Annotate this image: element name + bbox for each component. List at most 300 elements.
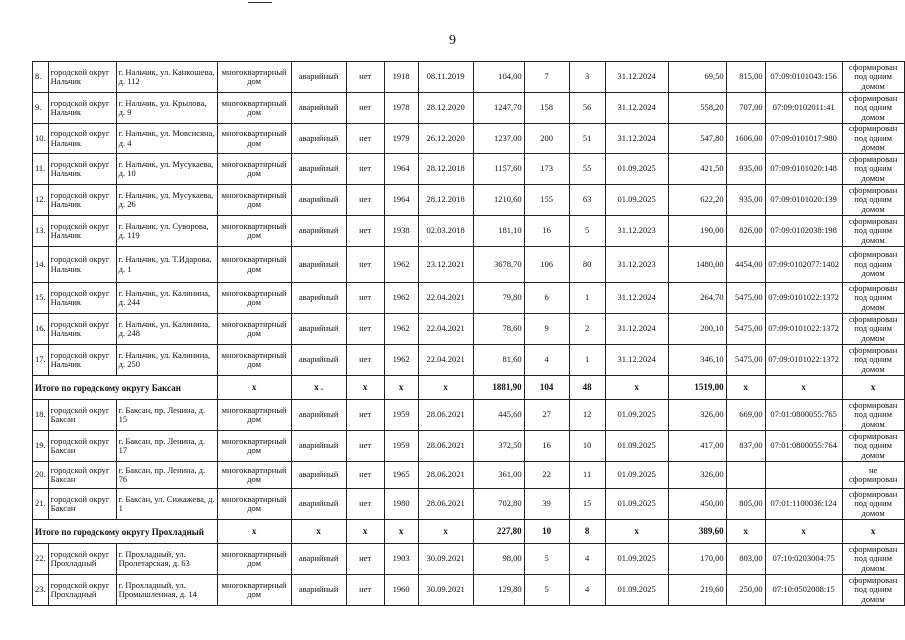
- cell-row-number: 10.: [33, 124, 49, 154]
- cell-address: г. Нальчик, ул. Калинина, д. 248: [116, 314, 217, 345]
- total-area: 1881,90: [473, 376, 524, 400]
- cell-year: 1962: [384, 314, 418, 345]
- cell-flats: 55: [569, 154, 605, 185]
- table-row: [33, 489, 905, 520]
- cell-building-type: многоквартирный дом: [217, 185, 291, 216]
- cell-cadastre-number: [765, 462, 842, 489]
- total-resettled-area: 389,60: [668, 520, 726, 544]
- cell-row-number: 14.: [33, 247, 49, 283]
- cell-residents: 39: [524, 489, 569, 520]
- cell-resettled-area: 547,80: [668, 124, 726, 154]
- cell-flats: 10: [569, 431, 605, 462]
- cell-address: г. Нальчик, ул. Калинина, д. 244: [116, 283, 217, 314]
- cell-residents: 7: [524, 62, 569, 93]
- cell-municipality: городской округ Прохладный: [48, 575, 116, 606]
- cell-area: 79,80: [473, 283, 524, 314]
- cell-cost: 707,00: [726, 93, 765, 124]
- cell-deadline: 31.12.2023: [605, 247, 668, 283]
- cell-flag: нет: [346, 575, 384, 606]
- cell-residents: 155: [524, 185, 569, 216]
- cell-condition: аварийный: [291, 93, 346, 124]
- cell-recognition-date: 28.06.2021: [418, 431, 473, 462]
- cell-address: г. Нальчик, ул. Крылова, д. 9: [116, 93, 217, 124]
- cell-address: г. Нальчик, ул. Мусукаева, д. 26: [116, 185, 217, 216]
- cell-cadastre-number: 07:09:0101022:1372: [765, 314, 842, 345]
- cell-resettled-area: 622,20: [668, 185, 726, 216]
- cell-row-number: 17.: [33, 345, 49, 376]
- cell-cost: 5475,00: [726, 283, 765, 314]
- table-body: [33, 62, 905, 606]
- cell-year: 1962: [384, 345, 418, 376]
- cell-building-type: многоквартирный дом: [217, 283, 291, 314]
- cell-area: 361,00: [473, 462, 524, 489]
- cell-address: г. Прохладный, ул. Промышленная, д. 14: [116, 575, 217, 606]
- cell-municipality: городской округ Нальчик: [48, 247, 116, 283]
- cell-year: 1962: [384, 247, 418, 283]
- cell-land-status: сформирован под одним домом: [842, 431, 904, 462]
- cell-area: 1247,70: [473, 93, 524, 124]
- cell-resettled-area: 558,20: [668, 93, 726, 124]
- cell-residents: 16: [524, 216, 569, 247]
- cell-row-number: 19.: [33, 431, 49, 462]
- cell-cadastre-number: 07:09:0101022:1372: [765, 283, 842, 314]
- cell-resettled-area: 200,10: [668, 314, 726, 345]
- total-label: Итого по городскому округу Прохладный: [33, 520, 218, 544]
- cell-condition: аварийный: [291, 216, 346, 247]
- cell-row-number: 16.: [33, 314, 49, 345]
- cell-land-status: сформирован под одним домом: [842, 93, 904, 124]
- cell-building-type: многоквартирный дом: [217, 431, 291, 462]
- cell-address: г. Баксан, ул. Сижажева, д. 1: [116, 489, 217, 520]
- cell-flats: 1: [569, 283, 605, 314]
- cell-resettled-area: 264,70: [668, 283, 726, 314]
- cell-area: 445,60: [473, 400, 524, 431]
- cell-area: 372,50: [473, 431, 524, 462]
- cell-land-status: сформирован под одним домом: [842, 216, 904, 247]
- cell-condition: аварийный: [291, 489, 346, 520]
- cell-cost: 5475,00: [726, 345, 765, 376]
- cell-building-type: многоквартирный дом: [217, 544, 291, 575]
- total-cadastre: x: [765, 376, 842, 400]
- total-status: x: [842, 376, 904, 400]
- cell-cadastre-number: 07:01:1100036:124: [765, 489, 842, 520]
- cell-row-number: 22.: [33, 544, 49, 575]
- cell-resettled-area: 170,00: [668, 544, 726, 575]
- cell-building-type: многоквартирный дом: [217, 62, 291, 93]
- cell-area: 81,60: [473, 345, 524, 376]
- cell-municipality: городской округ Нальчик: [48, 314, 116, 345]
- cell-condition: аварийный: [291, 283, 346, 314]
- total-cost: x: [726, 520, 765, 544]
- cell-land-status: сформирован под одним домом: [842, 124, 904, 154]
- cell-year: 1978: [384, 93, 418, 124]
- cell-condition: аварийный: [291, 185, 346, 216]
- cell-flag: нет: [346, 462, 384, 489]
- table-row: [33, 185, 905, 216]
- cell-resettled-area: 346,10: [668, 345, 726, 376]
- total-condition: x .: [291, 376, 346, 400]
- cell-municipality: городской округ Баксан: [48, 489, 116, 520]
- cell-flats: 2: [569, 314, 605, 345]
- cell-address: г. Нальчик, ул. Канкошева, д. 112: [116, 62, 217, 93]
- cell-area: 181,10: [473, 216, 524, 247]
- cell-deadline: 01.09.2025: [605, 185, 668, 216]
- table-row: [33, 431, 905, 462]
- cell-area: 98,00: [473, 544, 524, 575]
- cell-flats: 1: [569, 345, 605, 376]
- total-area: 227,80: [473, 520, 524, 544]
- cell-cadastre-number: 07:09:0101020:139: [765, 185, 842, 216]
- cell-condition: аварийный: [291, 400, 346, 431]
- cell-building-type: многоквартирный дом: [217, 575, 291, 606]
- cell-cost: [726, 462, 765, 489]
- cell-condition: аварийный: [291, 544, 346, 575]
- cell-land-status: сформирован под одним домом: [842, 283, 904, 314]
- table-row: [33, 62, 905, 93]
- cell-land-status: сформирован под одним домом: [842, 314, 904, 345]
- top-rule: [248, 2, 272, 3]
- cell-cost: 250,00: [726, 575, 765, 606]
- total-deadline: x: [605, 520, 668, 544]
- cell-land-status: сформирован под одним домом: [842, 489, 904, 520]
- cell-row-number: 21.: [33, 489, 49, 520]
- table-row: [33, 314, 905, 345]
- cell-deadline: 31.12.2024: [605, 345, 668, 376]
- cell-deadline: 01.09.2025: [605, 462, 668, 489]
- cell-land-status: сформирован под одним домом: [842, 345, 904, 376]
- cell-deadline: 01.09.2025: [605, 431, 668, 462]
- cell-resettled-area: 417,00: [668, 431, 726, 462]
- cell-address: г. Баксан, пр. Ленина, д. 15: [116, 400, 217, 431]
- cell-cadastre-number: 07:01:0800055:764: [765, 431, 842, 462]
- table-row: [33, 124, 905, 154]
- cell-cost: 935,00: [726, 185, 765, 216]
- cell-cadastre-number: 07:09:0102011:41: [765, 93, 842, 124]
- cell-year: 1980: [384, 489, 418, 520]
- table-row: [33, 544, 905, 575]
- cell-land-status: сформирован под одним домом: [842, 400, 904, 431]
- cell-cost: 826,00: [726, 216, 765, 247]
- cell-municipality: городской округ Нальчик: [48, 185, 116, 216]
- cell-land-status: сформирован под одним домом: [842, 154, 904, 185]
- cell-municipality: городской округ Нальчик: [48, 283, 116, 314]
- total-status: x: [842, 520, 904, 544]
- table-row: [33, 93, 905, 124]
- cell-recognition-date: 28.12.2018: [418, 185, 473, 216]
- cell-deadline: 01.09.2025: [605, 575, 668, 606]
- total-cost: x: [726, 376, 765, 400]
- cell-resettled-area: 69,50: [668, 62, 726, 93]
- cell-recognition-date: 22.04.2021: [418, 314, 473, 345]
- cell-condition: аварийный: [291, 462, 346, 489]
- cell-deadline: 31.12.2024: [605, 93, 668, 124]
- total-year: x: [384, 520, 418, 544]
- total-year: x: [384, 376, 418, 400]
- cell-deadline: 01.09.2025: [605, 489, 668, 520]
- page-number: 9: [449, 33, 456, 48]
- cell-recognition-date: 28.06.2021: [418, 462, 473, 489]
- cell-building-type: многоквартирный дом: [217, 93, 291, 124]
- cell-flats: 4: [569, 575, 605, 606]
- cell-row-number: 13.: [33, 216, 49, 247]
- cell-year: 1903: [384, 544, 418, 575]
- cell-flag: нет: [346, 283, 384, 314]
- cell-condition: аварийный: [291, 154, 346, 185]
- cell-residents: 27: [524, 400, 569, 431]
- cell-municipality: городской округ Нальчик: [48, 124, 116, 154]
- total-date: x: [418, 520, 473, 544]
- cell-flag: нет: [346, 247, 384, 283]
- cell-flats: 51: [569, 124, 605, 154]
- cell-recognition-date: 28.12.2020: [418, 93, 473, 124]
- total-date: x: [418, 376, 473, 400]
- cell-year: 1979: [384, 124, 418, 154]
- cell-deadline: 31.12.2024: [605, 124, 668, 154]
- cell-area: 702,80: [473, 489, 524, 520]
- cell-row-number: 20.: [33, 462, 49, 489]
- cell-cost: 805,00: [726, 489, 765, 520]
- cell-area: 1237,00: [473, 124, 524, 154]
- cell-building-type: многоквартирный дом: [217, 247, 291, 283]
- cell-building-type: многоквартирный дом: [217, 462, 291, 489]
- cell-building-type: многоквартирный дом: [217, 345, 291, 376]
- housing-register-table: [32, 61, 905, 606]
- table-row: [33, 154, 905, 185]
- cell-deadline: 31.12.2023: [605, 216, 668, 247]
- cell-deadline: 31.12.2024: [605, 314, 668, 345]
- cell-cadastre-number: 07:09:0102077:1402: [765, 247, 842, 283]
- total-flag: x: [346, 520, 384, 544]
- cell-flag: нет: [346, 345, 384, 376]
- cell-residents: 5: [524, 575, 569, 606]
- cell-flats: 12: [569, 400, 605, 431]
- cell-address: г. Нальчик, ул. Калинина, д. 250: [116, 345, 217, 376]
- cell-year: 1938: [384, 216, 418, 247]
- cell-deadline: 31.12.2024: [605, 62, 668, 93]
- cell-residents: 6: [524, 283, 569, 314]
- cell-building-type: многоквартирный дом: [217, 154, 291, 185]
- cell-municipality: городской округ Нальчик: [48, 93, 116, 124]
- cell-address: г. Нальчик, ул. Суворова, д. 119: [116, 216, 217, 247]
- cell-municipality: городской округ Нальчик: [48, 345, 116, 376]
- cell-building-type: многоквартирный дом: [217, 216, 291, 247]
- table-row: [33, 400, 905, 431]
- cell-flats: 3: [569, 62, 605, 93]
- cell-land-status: сформирован под одним домом: [842, 247, 904, 283]
- cell-cost: 803,00: [726, 544, 765, 575]
- table-row: [33, 247, 905, 283]
- cell-row-number: 9.: [33, 93, 49, 124]
- cell-recognition-date: 22.04.2021: [418, 345, 473, 376]
- cell-recognition-date: 02.03.2018: [418, 216, 473, 247]
- cell-area: 1157,60: [473, 154, 524, 185]
- cell-land-status: сформирован под одним домом: [842, 62, 904, 93]
- cell-municipality: городской округ Нальчик: [48, 62, 116, 93]
- cell-recognition-date: 23.12.2021: [418, 247, 473, 283]
- cell-flats: 15: [569, 489, 605, 520]
- cell-land-status: не сформирован: [842, 462, 904, 489]
- total-residents: 104: [524, 376, 569, 400]
- cell-flag: нет: [346, 431, 384, 462]
- cell-land-status: сформирован под одним домом: [842, 575, 904, 606]
- cell-condition: аварийный: [291, 575, 346, 606]
- cell-address: г. Нальчик, ул. Мусукаева, д. 10: [116, 154, 217, 185]
- cell-cost: 4454,00: [726, 247, 765, 283]
- cell-cost: 837,00: [726, 431, 765, 462]
- cell-flats: 11: [569, 462, 605, 489]
- cell-municipality: городской округ Баксан: [48, 431, 116, 462]
- total-label: Итого по городскому округу Баксан: [33, 376, 218, 400]
- table-row: [33, 575, 905, 606]
- cell-municipality: городской округ Нальчик: [48, 154, 116, 185]
- cell-year: 1918: [384, 62, 418, 93]
- cell-year: 1964: [384, 154, 418, 185]
- total-flats: 48: [569, 376, 605, 400]
- cell-resettled-area: 1480,00: [668, 247, 726, 283]
- total-residents: 10: [524, 520, 569, 544]
- cell-residents: 106: [524, 247, 569, 283]
- cell-residents: 22: [524, 462, 569, 489]
- cell-year: 1962: [384, 283, 418, 314]
- cell-area: 129,80: [473, 575, 524, 606]
- cell-flag: нет: [346, 544, 384, 575]
- cell-cadastre-number: 07:09:0101017:980: [765, 124, 842, 154]
- cell-recognition-date: 28.06.2021: [418, 489, 473, 520]
- cell-residents: 4: [524, 345, 569, 376]
- total-flats: 8: [569, 520, 605, 544]
- cell-residents: 173: [524, 154, 569, 185]
- cell-deadline: 31.12.2024: [605, 283, 668, 314]
- total-cadastre: x: [765, 520, 842, 544]
- cell-address: г. Баксан, пр. Ленина, д. 17: [116, 431, 217, 462]
- cell-municipality: городской округ Баксан: [48, 462, 116, 489]
- total-flag: x: [346, 376, 384, 400]
- cell-building-type: многоквартирный дом: [217, 489, 291, 520]
- cell-flag: нет: [346, 62, 384, 93]
- total-condition: x: [291, 520, 346, 544]
- cell-condition: аварийный: [291, 431, 346, 462]
- total-row: [33, 520, 905, 544]
- cell-address: г. Нальчик, ул. Мовсисяна, д. 4: [116, 124, 217, 154]
- cell-row-number: 11.: [33, 154, 49, 185]
- cell-cadastre-number: 07:09:0101020:148: [765, 154, 842, 185]
- cell-cadastre-number: 07:01:0800055:765: [765, 400, 842, 431]
- cell-building-type: многоквартирный дом: [217, 400, 291, 431]
- cell-area: 104,00: [473, 62, 524, 93]
- cell-flats: 5: [569, 216, 605, 247]
- total-resettled-area: 1519,00: [668, 376, 726, 400]
- cell-address: г. Прохладный, ул. Пролетарская, д. 63: [116, 544, 217, 575]
- cell-flag: нет: [346, 185, 384, 216]
- table-row: [33, 283, 905, 314]
- table-row: [33, 216, 905, 247]
- cell-year: 1959: [384, 431, 418, 462]
- cell-cost: 5475,00: [726, 314, 765, 345]
- cell-cost: 669,00: [726, 400, 765, 431]
- cell-recognition-date: 08.11.2019: [418, 62, 473, 93]
- cell-condition: аварийный: [291, 345, 346, 376]
- cell-year: 1965: [384, 462, 418, 489]
- cell-residents: 5: [524, 544, 569, 575]
- cell-address: г. Нальчик, ул. Т.Идарова, д. 1: [116, 247, 217, 283]
- cell-recognition-date: 28.06.2021: [418, 400, 473, 431]
- cell-year: 1960: [384, 575, 418, 606]
- cell-resettled-area: 219,60: [668, 575, 726, 606]
- cell-deadline: 01.09.2025: [605, 544, 668, 575]
- total-type: x: [217, 520, 291, 544]
- cell-recognition-date: 22.04.2021: [418, 283, 473, 314]
- cell-deadline: 01.09.2025: [605, 154, 668, 185]
- cell-flag: нет: [346, 154, 384, 185]
- cell-recognition-date: 30.09.2021: [418, 575, 473, 606]
- cell-municipality: городской округ Прохладный: [48, 544, 116, 575]
- cell-cadastre-number: 07:09:0101043:156: [765, 62, 842, 93]
- cell-resettled-area: 450,00: [668, 489, 726, 520]
- cell-area: 78,60: [473, 314, 524, 345]
- cell-municipality: городской округ Баксан: [48, 400, 116, 431]
- total-row: [33, 376, 905, 400]
- cell-residents: 16: [524, 431, 569, 462]
- cell-row-number: 12.: [33, 185, 49, 216]
- cell-land-status: сформирован под одним домом: [842, 185, 904, 216]
- cell-cost: 935,00: [726, 154, 765, 185]
- cell-residents: 158: [524, 93, 569, 124]
- cell-area: 3678,70: [473, 247, 524, 283]
- cell-condition: аварийный: [291, 314, 346, 345]
- cell-cadastre-number: 07:10:0203004:75: [765, 544, 842, 575]
- cell-residents: 200: [524, 124, 569, 154]
- cell-condition: аварийный: [291, 62, 346, 93]
- cell-resettled-area: 326,00: [668, 400, 726, 431]
- cell-flats: 4: [569, 544, 605, 575]
- cell-cost: 1606,00: [726, 124, 765, 154]
- table-row: [33, 345, 905, 376]
- cell-flats: 80: [569, 247, 605, 283]
- cell-flag: нет: [346, 314, 384, 345]
- cell-row-number: 18.: [33, 400, 49, 431]
- cell-resettled-area: 190,00: [668, 216, 726, 247]
- cell-cadastre-number: 07:10:0502008:15: [765, 575, 842, 606]
- total-deadline: x: [605, 376, 668, 400]
- cell-flats: 63: [569, 185, 605, 216]
- cell-condition: аварийный: [291, 124, 346, 154]
- cell-flag: нет: [346, 216, 384, 247]
- cell-resettled-area: 421,50: [668, 154, 726, 185]
- cell-building-type: многоквартирный дом: [217, 314, 291, 345]
- cell-deadline: 01.09.2025: [605, 400, 668, 431]
- cell-area: 1210,60: [473, 185, 524, 216]
- cell-recognition-date: 26.12.2020: [418, 124, 473, 154]
- cell-building-type: многоквартирный дом: [217, 124, 291, 154]
- cell-resettled-area: 326,00: [668, 462, 726, 489]
- cell-row-number: 15.: [33, 283, 49, 314]
- total-type: x: [217, 376, 291, 400]
- cell-cadastre-number: 07:09:0102038:198: [765, 216, 842, 247]
- cell-residents: 9: [524, 314, 569, 345]
- cell-cadastre-number: 07:09:0101022:1372: [765, 345, 842, 376]
- table-row: [33, 462, 905, 489]
- cell-row-number: 8.: [33, 62, 49, 93]
- cell-recognition-date: 30.09.2021: [418, 544, 473, 575]
- cell-recognition-date: 28.12.2018: [418, 154, 473, 185]
- cell-year: 1959: [384, 400, 418, 431]
- cell-address: г. Баксан, пр. Ленина, д. 76: [116, 462, 217, 489]
- cell-row-number: 23.: [33, 575, 49, 606]
- cell-flag: нет: [346, 489, 384, 520]
- cell-municipality: городской округ Нальчик: [48, 216, 116, 247]
- cell-flag: нет: [346, 400, 384, 431]
- cell-flag: нет: [346, 93, 384, 124]
